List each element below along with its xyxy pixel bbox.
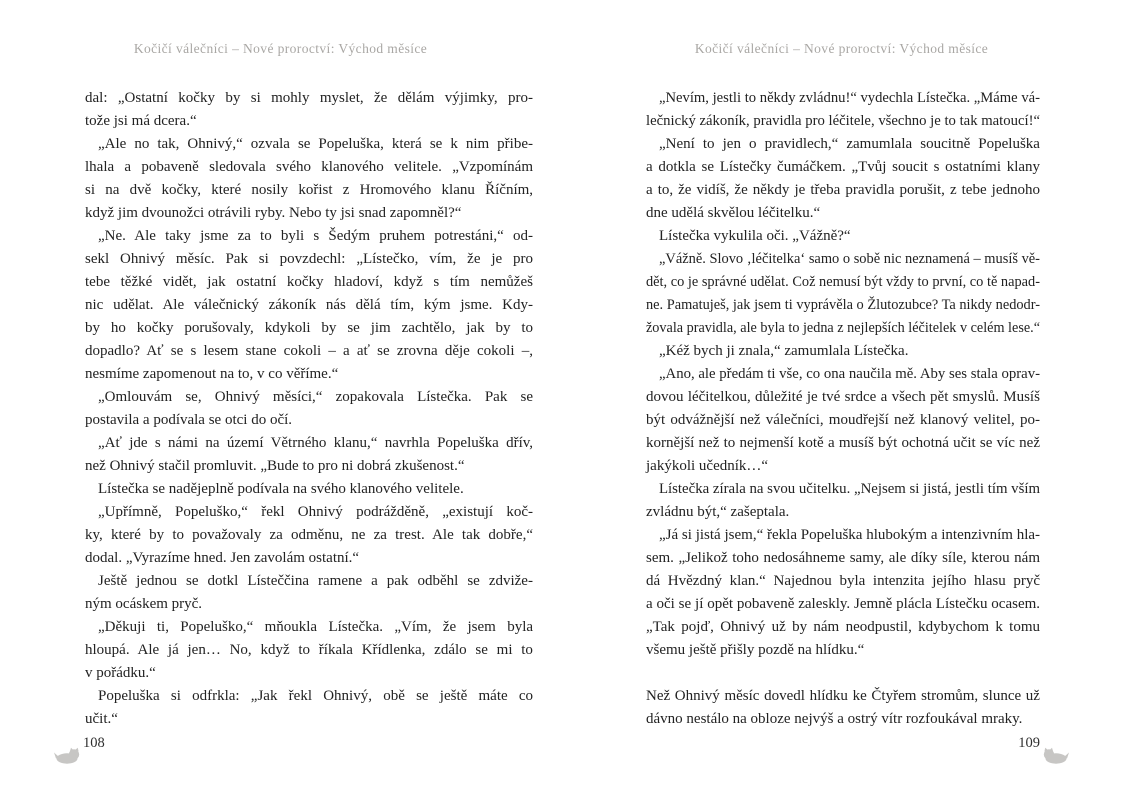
paragraph <box>646 478 1040 524</box>
text-line: „Děkuji ti, Popeluško,“ mňoukla Lístečka. „Vím, že jsem byla <box>98 619 534 635</box>
text-line: když jim dvounožci otrávili ryby. Nebo ty jsi snad zapomněl?“ <box>85 205 462 221</box>
paragraph <box>85 432 533 478</box>
text-line: lhala a pobaveně sledovala svého klanového velitele. „Vzpomínám <box>85 159 533 175</box>
text-line: „Nevím, jestli to někdy zvládnu!“ vydechla Lístečka. „Máme vá- <box>659 90 1041 106</box>
paragraph <box>85 616 533 685</box>
text-line: „Není to jen o pravidlech,“ zamumlala soucitně Popeluška <box>659 136 1040 152</box>
text-line: nic udělat. Ale válečnický zákoník nás dělá tím, kým jsme. Kdy- <box>85 297 534 313</box>
text-line: dá Hvězdný klan.“ Najednou byla intenzita jejího hlasu pryč <box>646 573 1040 589</box>
text-line: všemu ještě přišly pozdě na hlídku.“ <box>646 642 865 658</box>
text-line: „Upřímně, Popeluško,“ řekl Ohnivý podrážděně, „existují koč- <box>98 504 533 520</box>
text-line: si na dvě kočky, které nosily kořist z Hromového klanu Říčním, <box>85 182 534 198</box>
text-line: „Ať jde s námi na území Větrného klanu,“ navrhla Popeluška dřív, <box>98 435 534 451</box>
text-line: „Já si jistá jsem,“ řekla Popeluška hlubokým a intenzivním hla- <box>659 527 1041 543</box>
running-header-right: Kočičí válečníci – Nové proroctví: Východ měsíce <box>694 41 989 56</box>
text-line: ným ocáskem pryč. <box>85 596 203 612</box>
text-line: „Ano, ale předám ti vše, co ona naučila mě. Aby ses stala oprav- <box>659 366 1040 382</box>
paragraph <box>646 133 1040 225</box>
page-number-left: 108 <box>83 735 105 751</box>
text-line: by ho kočky porušovaly, kdykoli by se jim zachtělo, jak by to <box>85 320 534 336</box>
text-line: „Vážně. Slovo ‚léčitelka‘ samo o sobě nic neznamená – musíš vě- <box>659 251 1040 267</box>
text-line: ne. Pamatuješ, jak jsem ti vyprávěla o Žlutozubce? Ta nikdy nedodr- <box>646 297 1041 313</box>
cat-silhouette-icon <box>54 747 81 764</box>
paragraph <box>85 386 533 432</box>
paragraph <box>646 363 1040 478</box>
running-header-left: Kočičí válečníci – Nové proroctví: Východ měsíce <box>133 41 428 56</box>
text-line: jakýkoli učedník…“ <box>646 458 769 474</box>
text-line: dal: „Ostatní kočky by si mohly myslet, že dělám výjimky, pro- <box>85 90 533 106</box>
text-line: Lístečka vykulila oči. „Vážně?“ <box>659 228 851 244</box>
text-line: hloupá. Ale já jen… No, když to říkala Křídlenka, zdálo se mi to <box>85 642 533 658</box>
text-line: „Tak pojď, Ohnivý už by nám neodpustil, kdybychom k tomu <box>646 619 1040 635</box>
text-line: žovala pravidla, ale byla to jedna z nejlepších léčitelek v celém lese.“ <box>646 320 1041 336</box>
page-left-body-text <box>85 87 533 731</box>
paragraph <box>85 570 533 616</box>
text-line: dopadlo? Ať se s lesem stane cokoli – a ať se zrovna děje cokoli –, <box>85 343 533 359</box>
paragraph <box>85 478 533 501</box>
text-line: a dotkla se Lístečky čumáčkem. „Tvůj soucit s ostatními klany <box>646 159 1041 175</box>
text-line: lečnický zákoník, pravidla pro léčitele, všechno je to tak matoucí!“ <box>646 113 1041 129</box>
text-line: učit.“ <box>85 711 118 727</box>
text-line: nesmíme zapomenout na to, v co věříme.“ <box>85 366 339 382</box>
paragraph <box>646 225 1040 248</box>
paragraph <box>85 133 533 225</box>
text-line: tebe těžké vidět, jak ostatní kočky hladoví, když s tím nemůžeš <box>85 274 533 290</box>
cat-silhouette-icon <box>1042 747 1069 764</box>
text-line: Lístečka se nadějeplně podívala na svého klanového velitele. <box>98 481 464 497</box>
paragraph <box>646 340 1040 363</box>
text-line: Popeluška si odfrkla: „Jak řekl Ohnivý, obě se ještě máte co <box>98 688 534 704</box>
text-line: ky, které by to považovaly za odměnu, ne za trest. Ale tak dobře,“ <box>85 527 533 543</box>
text-line: v pořádku.“ <box>85 665 156 681</box>
text-line: kornější než to nejmenší kotě a musíš být ochotná učit se víc než <box>646 435 1040 451</box>
text-line: než Ohnivý stačil promluvit. „Bude to pro ni dobrá zkušenost.“ <box>85 458 465 474</box>
text-line: Ještě jednou se dotkl Lísteččina ramene a pak odběhl se zdviže- <box>98 573 533 589</box>
text-line: sekl Ohnivý měsíc. Pak si povzdechl: „Lístečko, vím, že je pro <box>85 251 533 267</box>
text-line: sem. „Jelikož toho nedosáhneme samy, ale díky síle, kterou nám <box>646 550 1040 566</box>
paragraph <box>646 685 1040 731</box>
text-line: „Ale no tak, Ohnivý,“ ozvala se Popeluška, která se k nim přibe- <box>98 136 533 152</box>
text-line: tože jsi má dcera.“ <box>85 113 197 129</box>
paragraph <box>646 87 1040 133</box>
paragraph <box>85 501 533 570</box>
paragraph <box>646 248 1040 340</box>
text-line: „Ne. Ale taky jsme za to byli s Šedým pruhem potrestáni,“ od- <box>98 228 533 244</box>
paragraph <box>85 225 533 386</box>
text-line: být odvážnější než válečníci, moudřejší než klanový velitel, po- <box>646 412 1040 428</box>
text-line: zvládnu být,“ zašeptala. <box>646 504 790 520</box>
text-line: postavila a podívala se otci do očí. <box>85 412 293 428</box>
text-line: dávno nestálo na obloze nejvýš a ostrý vítr rozfoukával mraky. <box>646 711 1023 727</box>
page-number-right: 109 <box>1018 735 1040 751</box>
paragraph <box>85 87 533 133</box>
paragraph <box>85 685 533 731</box>
text-line: „Omlouvám se, Ohnivý měsíci,“ zopakovala Lístečka. Pak se <box>98 389 534 405</box>
text-line: dět, co je správné udělat. Což nemusí být vždy to první, co tě napad- <box>646 274 1040 290</box>
text-line: a oči se jí opět pobaveně zaleskly. Jemně plácla Lístečku ocasem. <box>646 596 1041 612</box>
text-line: „Kéž bych ji znala,“ zamumlala Lístečka. <box>659 343 909 359</box>
paragraph <box>646 524 1040 662</box>
page-right-body-text <box>646 87 1040 731</box>
text-line: dodal. „Vyrazíme hned. Jen zavolám ostatní.“ <box>85 550 360 566</box>
text-line: dovou léčitelkou, důležité je tvé srdce a všech pět smyslů. Musíš <box>646 389 1040 405</box>
text-line: a to, že vidíš, že někdy je třeba pravidla porušit, z tebe jednoho <box>646 182 1040 198</box>
text-line: Než Ohnivý měsíc dovedl hlídku ke Čtyřem stromům, slunce už <box>646 688 1040 704</box>
text-line: dne udělá skvělou léčitelku.“ <box>646 205 821 221</box>
text-line: Lístečka zírala na svou učitelku. „Nejsem si jistá, jestli tím vším <box>659 481 1041 497</box>
